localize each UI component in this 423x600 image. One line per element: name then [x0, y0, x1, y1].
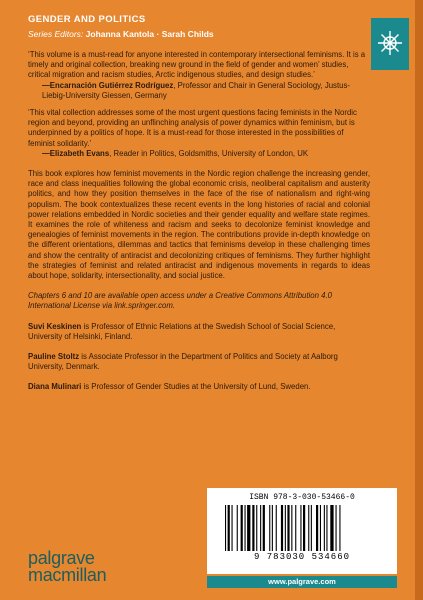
- editor-desc-2: is Associate Professor in the Department of Politics and Society at Aalborg University, Denmark.: [28, 352, 338, 372]
- series-editors-label: Series Editors:: [28, 29, 84, 39]
- isbn-digits: 9 783030 534660: [253, 552, 350, 562]
- barcode-panel: [207, 488, 397, 574]
- endorsement-role-1: , Professor and Chair in General Sociology, Justus-Liebig-University Giessen, Germany: [42, 80, 350, 100]
- editor-desc-1: is Professor of Ethnic Relations at the Swedish School of Social Science, University of Helsinki, Finland.: [28, 321, 336, 341]
- publisher-logo: [28, 550, 106, 584]
- endorsement-quote-1: ‘This volume is a must-read for anyone interested in contemporary intersectional feminisms. It is a timely and original collection, breaking new ground in the field of gender and women’ studies, critical migration and racism studies, Arctic indigenous studies, and design studies.’: [28, 50, 366, 80]
- series-editors: [28, 29, 214, 39]
- isbn-label: ISBN 978-3-030-53466-0: [249, 493, 355, 502]
- publisher-name-line2: macmillan: [28, 565, 107, 585]
- book-description: This book explores how feminist movements in the Nordic region challenge the increasing gender, race and class inequalities following the global economic crisis, neoliberal capitalism and austerity politics, and how they position themselves in the face of the rise of nationalism and right-wing populism. The book contextualizes these recent events in the long histories of racial and colonial power relations embedded in Nordic societies and their gender equality and welfare state regimes. It examines the role of whiteness and racism and seeks to decolonize feminist knowledge and genealogies of feminist movements in the region. The contributions provide in-depth knowledge on the different orientations, dilemmas and tactics that feminisms develop in these challenging times and show the centrality of antiracist and decolonizing critiques of feminisms. They further highlight the strategies of feminist and related antiracist and indigenous movements in regards to ideas about hope, solidarity, intersectionality, and social justice.: [28, 169, 370, 281]
- editor-name-2: Pauline Stoltz: [28, 352, 80, 362]
- publisher-url: www.palgrave.com: [207, 576, 397, 588]
- barcode-graphic: [223, 505, 381, 551]
- publisher-name-line1: palgrave: [28, 548, 95, 568]
- editor-name-1: Suvi Keskinen: [28, 321, 82, 331]
- open-access-note: Chapters 6 and 10 are available open access under a Creative Commons Attribution 4.0 International License via link.springer.com.: [28, 291, 332, 311]
- endorsement-attribution-2: [42, 149, 370, 159]
- endorsement-author-1: —Encarnación Gutiérrez Rodríguez: [42, 80, 174, 90]
- endorsement-role-2: , Reader in Politics, Goldsmiths, University of London, UK: [109, 148, 309, 158]
- editor-bio-3: [28, 382, 370, 392]
- series-title: GENDER AND POLITICS: [28, 14, 146, 25]
- endorsement-author-2: —Elizabeth Evans: [42, 148, 110, 158]
- palgrave-badge: [371, 18, 409, 70]
- editor-desc-3: is Professor of Gender Studies at the University of Lund, Sweden.: [81, 382, 311, 392]
- endorsement-attribution-1: [42, 81, 370, 101]
- editor-bio-1: [28, 322, 370, 342]
- endorsement-quote-2: ‘This vital collection addresses some of the most urgent questions facing feminists in the Nordic region and beyond, providing an unflinching analysis of power dynamics within feminism, but is underpinned by a politics of hope. It is a must-read for those interested in the possibilities of feminist solidarity.’: [28, 108, 357, 148]
- series-editors-names: Johanna Kantola · Sarah Childs: [85, 29, 214, 39]
- back-cover-text: [28, 50, 370, 393]
- editor-bio-2: [28, 352, 370, 372]
- editor-name-3: Diana Mulinari: [28, 382, 82, 392]
- palgrave-star-icon: [377, 30, 403, 56]
- spine-edge: [415, 0, 423, 600]
